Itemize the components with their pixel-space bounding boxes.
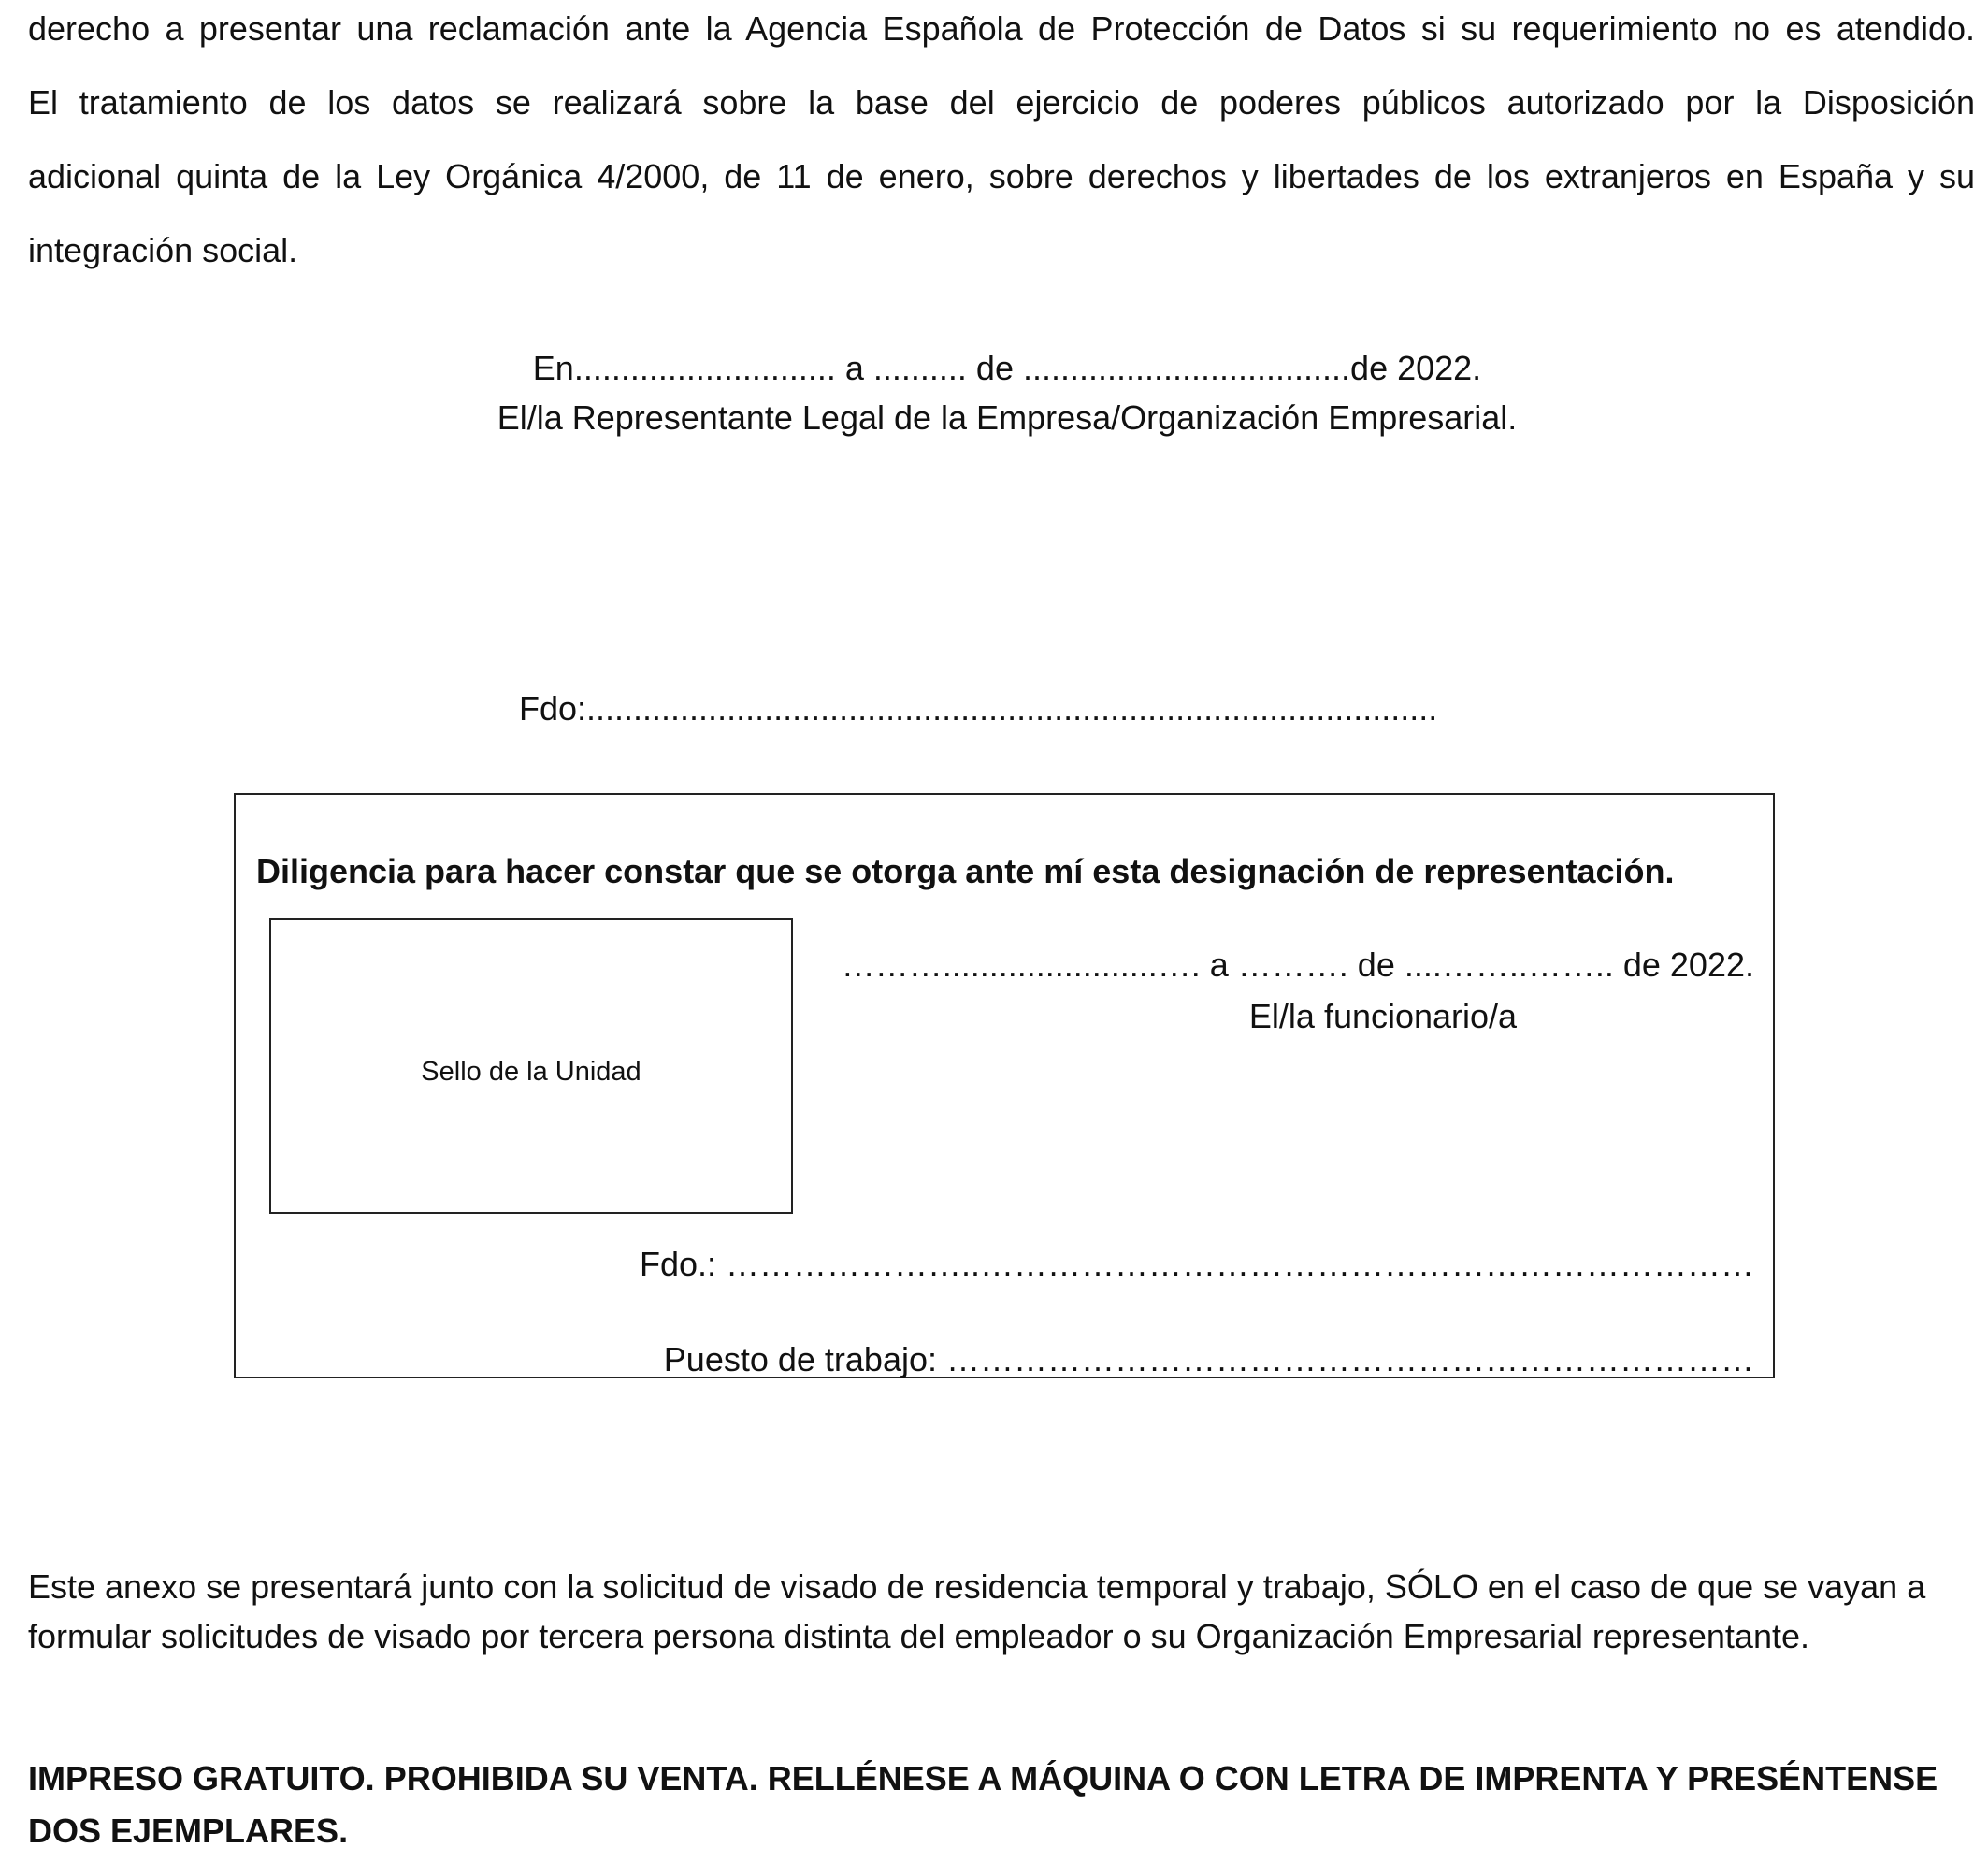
- diligence-date-line: ……….......................…. a ………. de ....……..…….. de 2022.: [841, 945, 1754, 984]
- paragraph-line: El tratamiento de los datos se realizará sobre la base del ejercicio de poderes públicos autorizado por la Disposición: [28, 83, 1975, 122]
- job-position-line: Puesto de trabajo: ………………………………………………………………: [663, 1340, 1754, 1378]
- diligence-box: [234, 793, 1775, 1378]
- annex-note: Este anexo se presentará junto con la solicitud de visado de residencia temporal y trabajo, SÓLO en el caso de que se vayan a formular solicitudes de visado por tercera persona distinta del empleador o su Organización Empresarial representante.: [28, 1567, 1926, 1655]
- official-role-line: El/la funcionario/a: [1248, 997, 1518, 1035]
- data-protection-paragraph: [28, 0, 1975, 296]
- paragraph-line: integración social.: [28, 231, 298, 269]
- stamp-label: Sello de la Unidad: [421, 1057, 641, 1087]
- official-fdo-line: Fdo.: …………………..……………………………………………………………: [639, 1245, 1754, 1283]
- paragraph-line: adicional quinta de la Ley Orgánica 4/2000, de 11 de enero, sobre derechos y libertades de los extranjeros en España y su: [28, 157, 1975, 195]
- diligence-title: Diligencia para hacer constar que se otorga ante mí esta designación de representación.: [256, 852, 1675, 890]
- unit-stamp-area: [269, 918, 793, 1214]
- free-form-warning: IMPRESO GRATUITO. PROHIBIDA SU VENTA. RELLÉNESE A MÁQUINA O CON LETRA DE IMPRENTA Y PRESÉNTENSE DOS EJEMPLARES.: [28, 1759, 1938, 1850]
- signature-date-line: En............................ a .......... de ...................................de 2022.: [532, 349, 1482, 387]
- signature-role-line: El/la Representante Legal de la Empresa/Organización Empresarial.: [497, 398, 1518, 437]
- paragraph-line: derecho a presentar una reclamación ante la Agencia Española de Protección de Datos si su requerimiento no es atendido.: [28, 9, 1975, 48]
- signature-fdo-line: Fdo:...........................................................................................: [519, 689, 1438, 728]
